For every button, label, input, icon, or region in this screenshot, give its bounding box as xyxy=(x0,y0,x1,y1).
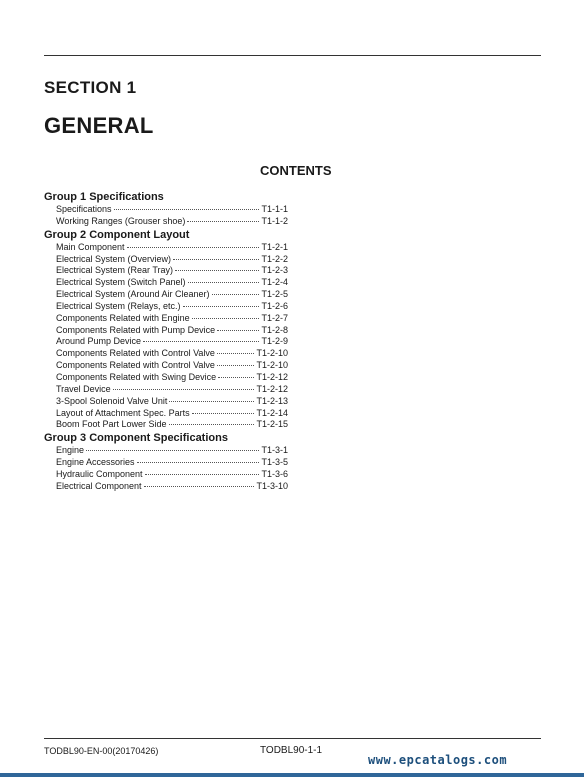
entry-title: Boom Foot Part Lower Side xyxy=(56,419,167,430)
entry-page: T1-2-9 xyxy=(261,336,288,347)
bottom-accent-bar xyxy=(0,773,584,777)
dot-leader xyxy=(217,365,255,366)
toc-entry[interactable] xyxy=(44,348,288,360)
toc-entry[interactable] xyxy=(44,408,288,420)
entry-title: Electrical System (Switch Panel) xyxy=(56,277,186,288)
toc-entry[interactable] xyxy=(44,313,288,325)
toc-group-2 xyxy=(44,228,288,432)
toc-group-3 xyxy=(44,431,288,492)
entry-title: Components Related with Control Valve xyxy=(56,348,215,359)
group-title: Group 1 Specifications xyxy=(44,191,164,203)
toc-entry[interactable] xyxy=(44,277,288,289)
toc-entry[interactable] xyxy=(44,360,288,372)
toc-entry[interactable] xyxy=(44,301,288,313)
dot-leader xyxy=(113,389,255,390)
entry-page: T1-2-4 xyxy=(261,277,288,288)
toc-entry[interactable] xyxy=(44,216,288,228)
entry-page: T1-1-2 xyxy=(261,215,288,226)
toc-entry[interactable] xyxy=(44,445,288,457)
bottom-rule xyxy=(44,738,541,739)
entry-title: Layout of Attachment Spec. Parts xyxy=(56,407,190,418)
dot-leader xyxy=(188,282,260,283)
entry-page: T1-2-7 xyxy=(261,312,288,323)
entry-page: T1-2-2 xyxy=(261,253,288,264)
top-rule xyxy=(44,55,541,56)
entry-page: T1-2-3 xyxy=(261,265,288,276)
entry-title: Components Related with Control Valve xyxy=(56,360,215,371)
dot-leader xyxy=(144,486,255,487)
entry-title: Engine Accessories xyxy=(56,457,135,468)
entry-title: Electrical System (Relays, etc.) xyxy=(56,300,181,311)
dot-leader xyxy=(212,294,260,295)
dot-leader xyxy=(169,424,255,425)
entry-title: Travel Device xyxy=(56,383,111,394)
toc-group-1 xyxy=(44,190,288,228)
entry-title: Components Related with Engine xyxy=(56,312,190,323)
entry-title: Components Related with Swing Device xyxy=(56,371,217,382)
entry-title: Electrical System (Rear Tray) xyxy=(56,265,174,276)
toc-entry[interactable] xyxy=(44,384,288,396)
toc-entry[interactable] xyxy=(44,325,288,337)
entry-page: T1-2-14 xyxy=(256,407,288,418)
entry-page: T1-2-8 xyxy=(261,324,288,335)
dot-leader xyxy=(192,318,260,319)
dot-leader xyxy=(137,462,260,463)
watermark-url[interactable]: www.epcatalogs.com xyxy=(368,753,508,767)
group-title: Group 3 Component Specifications xyxy=(44,432,228,445)
dot-leader xyxy=(192,413,255,414)
dot-leader xyxy=(217,330,259,331)
dot-leader xyxy=(145,474,260,475)
entry-title: Electrical System (Overview) xyxy=(56,253,172,264)
entry-title: 3-Spool Solenoid Valve Unit xyxy=(56,395,168,406)
dot-leader xyxy=(86,450,259,451)
entry-page: T1-3-5 xyxy=(261,457,288,468)
entry-page: T1-2-12 xyxy=(256,371,288,382)
group-title: Group 2 Component Layout xyxy=(44,228,190,241)
dot-leader xyxy=(217,353,255,354)
entry-page: T1-3-6 xyxy=(261,468,288,479)
dot-leader xyxy=(114,209,260,210)
entry-page: T1-2-15 xyxy=(256,419,288,430)
entry-page: T1-2-12 xyxy=(256,383,288,394)
footer-page-number: TODBL90-1-1 xyxy=(260,745,323,756)
entry-title: Engine xyxy=(56,445,85,456)
entry-page: T1-3-10 xyxy=(256,480,288,491)
toc-entry[interactable] xyxy=(44,469,288,481)
toc-entry[interactable] xyxy=(44,254,288,266)
entry-page: T1-2-1 xyxy=(261,241,288,252)
toc-entry[interactable] xyxy=(44,396,288,408)
toc-entry[interactable] xyxy=(44,372,288,384)
entry-title: Around Pump Device xyxy=(56,336,142,347)
entry-page: T1-2-6 xyxy=(261,300,288,311)
entry-title: Working Ranges (Grouser shoe) xyxy=(56,215,186,226)
entry-page: T1-2-10 xyxy=(256,360,288,371)
dot-leader xyxy=(183,306,260,307)
entry-page: T1-2-13 xyxy=(256,395,288,406)
entry-page: T1-1-1 xyxy=(261,204,288,214)
toc-entry[interactable] xyxy=(44,481,288,493)
section-title: GENERAL xyxy=(44,113,154,138)
dot-leader xyxy=(187,221,259,222)
entry-title: Specifications xyxy=(56,204,112,214)
entry-page: T1-2-5 xyxy=(261,289,288,300)
dot-leader xyxy=(173,259,259,260)
toc-entry[interactable] xyxy=(44,419,288,431)
dot-leader xyxy=(175,270,259,271)
table-of-contents xyxy=(44,190,288,493)
dot-leader xyxy=(218,377,254,378)
entry-title: Electrical System (Around Air Cleaner) xyxy=(56,289,210,300)
entry-title: Electrical Component xyxy=(56,480,142,491)
entry-title: Components Related with Pump Device xyxy=(56,324,216,335)
dot-leader xyxy=(169,401,254,402)
footer-document-id: TODBL90-EN-00(20170426) xyxy=(44,746,159,756)
toc-entry[interactable] xyxy=(44,265,288,277)
toc-entry[interactable] xyxy=(44,204,288,216)
contents-heading: CONTENTS xyxy=(260,163,332,178)
entry-page: T1-3-1 xyxy=(261,445,288,456)
dot-leader xyxy=(143,341,259,342)
toc-entry[interactable] xyxy=(44,336,288,348)
dot-leader xyxy=(127,247,260,248)
toc-entry[interactable] xyxy=(44,457,288,469)
section-label: SECTION 1 xyxy=(44,78,137,97)
entry-title: Hydraulic Component xyxy=(56,468,143,479)
toc-entry[interactable] xyxy=(44,289,288,301)
entry-title: Main Component xyxy=(56,241,125,252)
entry-page: T1-2-10 xyxy=(256,348,288,359)
toc-entry[interactable] xyxy=(44,242,288,254)
